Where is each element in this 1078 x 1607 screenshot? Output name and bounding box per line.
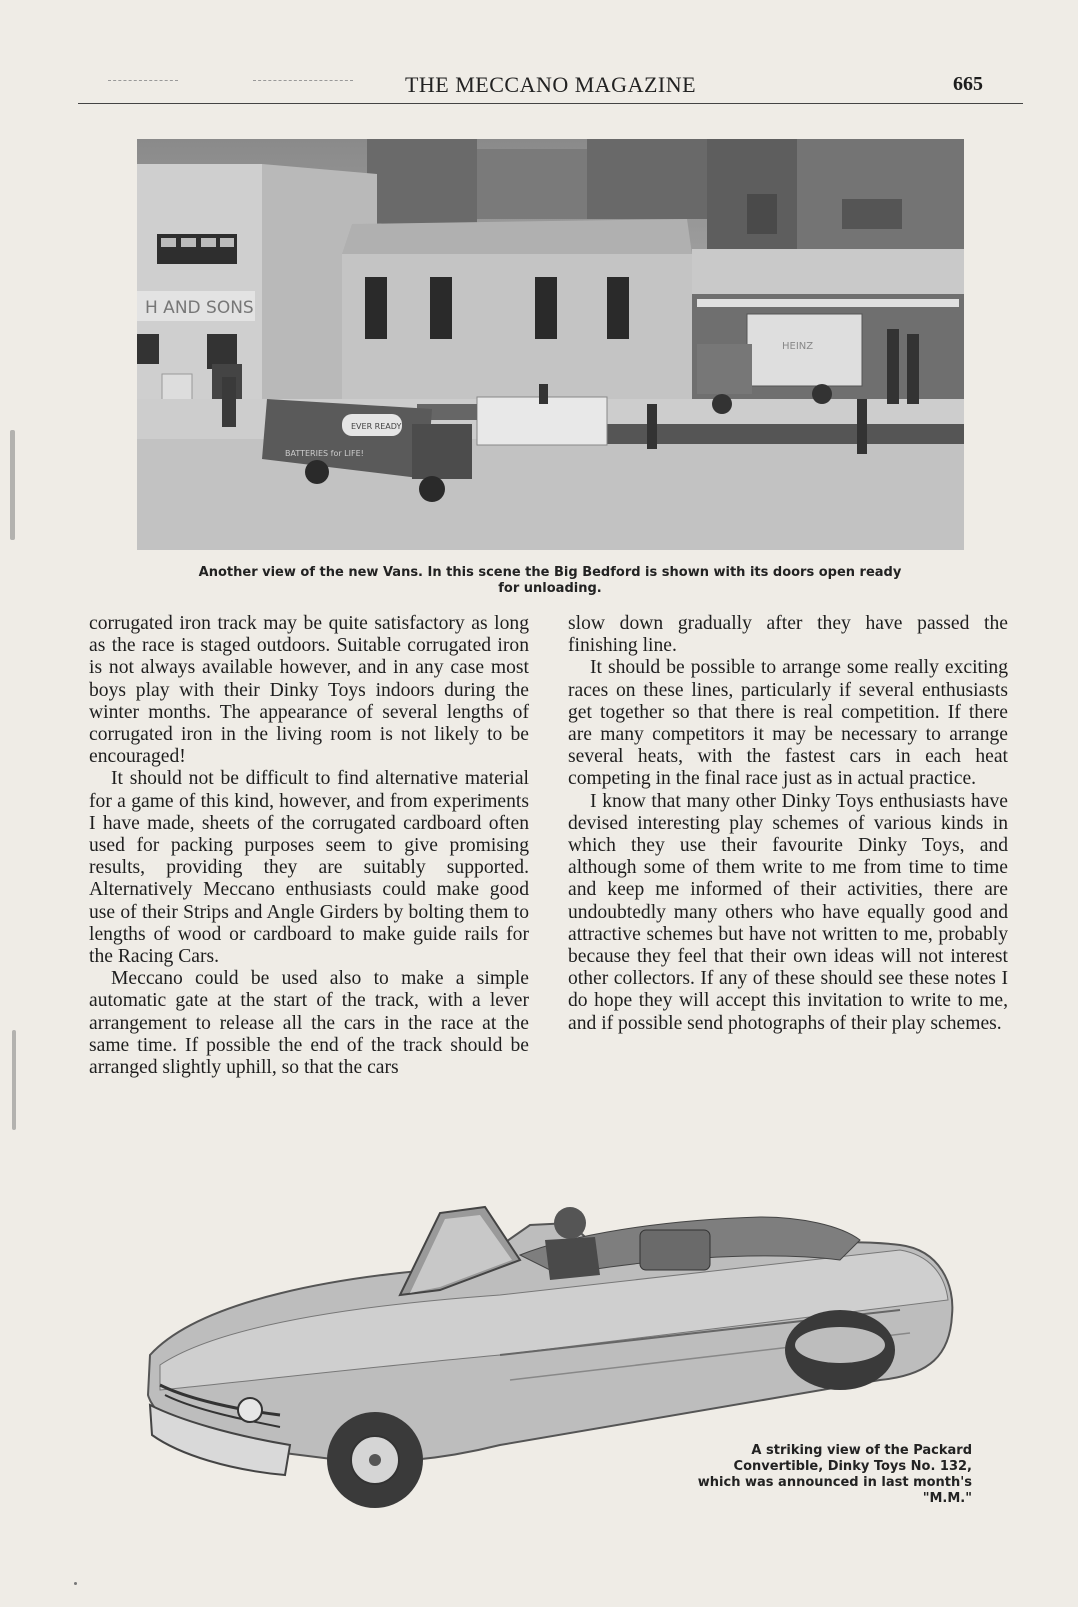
left-column [89,613,529,1079]
paragraph: slow down gradually after they have passed the finishing line. [568,613,1008,657]
photo-caption [120,565,980,597]
photo-caption-line1: Another view of the new Vans. In this scene the Big Bedford is shown with its doors open ready [198,565,902,580]
page-number: 665 [953,73,983,95]
van1-logo-text: EVER READY [351,422,402,431]
photo-caption-line2: for unloading. [498,581,602,596]
paragraph: I know that many other Dinky Toys enthusiasts have devised interesting play schemes of various kinds in which they use their favourite Dinky Toys, and although some of them write to me from time to time and keep me informed of their activities, there are undoubtedly many others who have equally good and attractive schemes but have not written to me, probably because they feel that their own ideas will not interest other collectors. If any of these should see these notes I do hope they will accept this invitation to write to me, and if possible send photographs of their play schemes. [568,790,1008,1034]
car-caption-line2: Convertible, Dinky Toys No. 132, [733,1459,972,1474]
paragraph: It should be possible to arrange some really exciting races on these lines, particularly if several enthusiasts get together so that there is real competition. If there are many competitors it may be necessary to arrange several heats, with the fastest cars in each heat competing in the final race just as in actual practice. [568,657,1008,790]
magazine-title: THE MECCANO MAGAZINE [404,72,697,97]
paragraph: It should not be difficult to find alternative material for a game of this kind, however, and from experiments I have made, sheets of the corrugated cardboard often used for packing purposes seem to give promising results, providing they are suitably supported. Alternatively Meccano enthusiasts could make good use of their Strips and Angle Girders by bolting them to lengths of wood or cardboard to make guide rails for the Racing Cars. [89,768,529,968]
scan-mark [74,1582,77,1585]
scan-mark [12,1030,16,1130]
vans-scene-photo [137,139,964,550]
header-rule [78,103,1023,104]
scan-mark [10,430,15,540]
page-header [78,72,1023,100]
shop-sign-text: H AND SONS [145,298,254,318]
paragraph: corrugated iron track may be quite satisfactory as long as the race is staged outdoors. Suitable corrugated iron is not always available however, and in any case most boys play with their Dinky Toys indoors during the winter months. The appearance of several lengths of corrugated iron in the living room is not likely to be encouraged! [89,613,529,768]
car-caption-line4: "M.M." [922,1491,972,1506]
car-caption-line1: A striking view of the Packard [751,1443,972,1458]
right-column [568,613,1008,1035]
paragraph: Meccano could be used also to make a simple automatic gate at the start of the track, with a lever arrangement to release all the cars in the race at the same time. If possible the end of the track should be arranged slightly uphill, so that the cars [89,968,529,1079]
car-caption-line3: which was announced in last month's [697,1475,972,1490]
van2-side-text: HEINZ [782,341,814,352]
car-caption [670,1443,972,1507]
van1-side-text: BATTERIES for LIFE! [285,449,364,458]
